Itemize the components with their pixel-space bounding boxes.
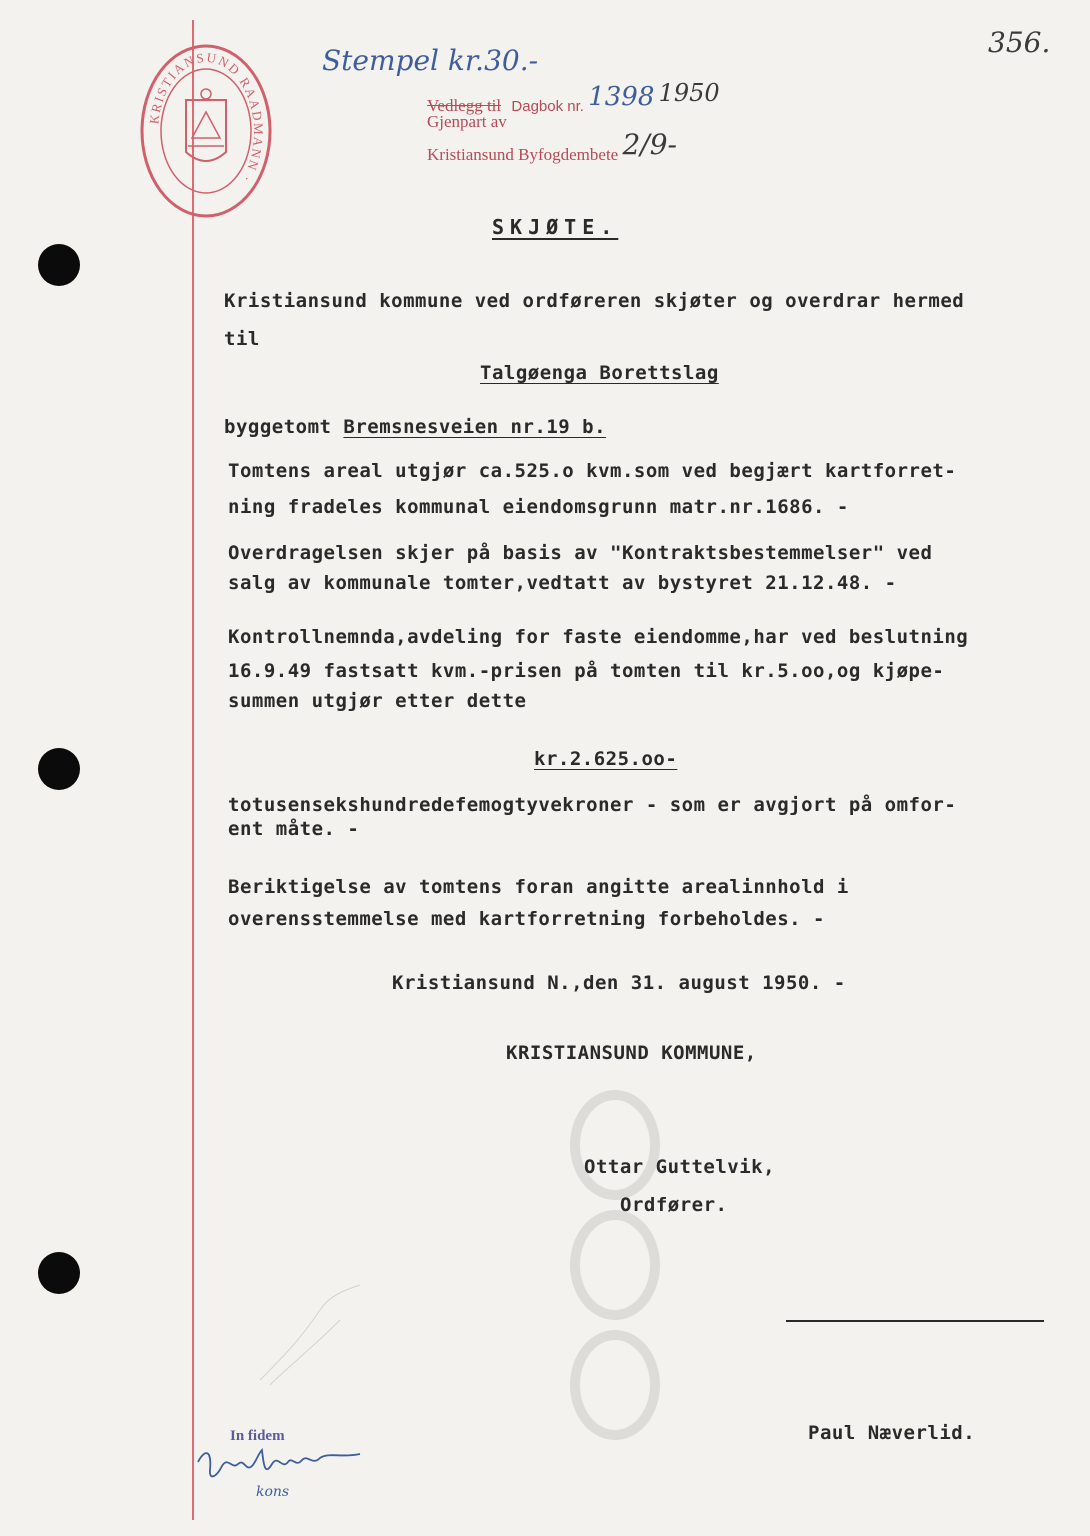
journal-year: 1950 [658,79,720,107]
signature-line [786,1320,1044,1322]
in-fidem-stamp: In fidem [230,1428,285,1444]
price-line-3: summen utgjør etter dette [228,690,527,712]
stamp-date: 2/9- [622,128,677,161]
transfer-line-1: Overdragelsen skjer på basis av "Kontraktsbestemmelser" ved [228,542,933,564]
punch-hole-icon [38,244,80,286]
intro-line-1: Kristiansund kommune ved ordføreren skjøter og overdrar hermed [224,290,965,312]
property-prefix: byggetomt [224,416,332,438]
transfer-line-2: salg av kommunale tomter,vedtatt av bystyret 21.12.48. - [228,572,897,594]
intro-line-2: til [224,328,260,350]
signature-initials: kons [256,1484,290,1500]
stamp-attachment-label: Vedlegg til [427,96,502,115]
stamp-copy-label: Gjenpart av [427,112,507,131]
signer-title: Ordfører. [620,1194,728,1216]
punch-hole-icon [38,1252,80,1294]
journal-number: 1398 [588,82,655,112]
municipality-name: KRISTIANSUND KOMMUNE, [506,1042,757,1064]
area-line-2: ning fradeles kommunal eiendomsgrunn matr.nr.1686. - [228,496,849,518]
punch-hole-icon [38,748,80,790]
signer-name: Ottar Guttelvik, [584,1156,776,1178]
second-signer-name: Paul Næverlid. [808,1422,976,1444]
stamp-journal-label: Dagbok nr. [511,98,584,115]
correction-line-1: Beriktigelse av tomtens foran angitte arealinnhold i [228,876,849,898]
svg-text:KRISTIANSUND RAADMANN ·: KRISTIANSUND RAADMANN · [146,49,267,187]
amount-words-line-1: totusensekshundredefemogtyvekroner - som er avgjort på omfor- [228,794,957,816]
handwritten-signature-icon [192,1440,367,1490]
pencil-mark-icon [250,1280,370,1390]
price-line-2: 16.9.49 fastsatt kvm.-prisen på tomten til kr.5.oo,og kjøpe- [228,660,945,682]
amount-words-line-2: ent måte. - [228,818,360,840]
place-and-date: Kristiansund N.,den 31. august 1950. - [392,972,846,994]
grantee-name: Talgøenga Borettslag [480,362,719,384]
municipal-seal-icon [138,42,274,220]
stamp-office-label: Kristiansund Byfogdembete [427,145,619,164]
margin-rule [192,20,194,1520]
price-line-1: Kontrollnemnda,avdeling for faste eiendomme,har ved beslutning [228,626,969,648]
area-line-1: Tomtens areal utgjør ca.525.o kvm.som ved begjært kartforret- [228,460,957,482]
purchase-amount: kr.2.625.oo- [534,748,678,770]
page-number: 356. [988,26,1051,59]
watermark-icon [560,1085,680,1495]
document-title: SKJØTE. [492,215,619,239]
correction-line-2: overensstemmelse med kartforretning forbeholdes. - [228,908,825,930]
property-address: Bremsnesveien nr.19 b. [343,416,607,438]
fee-note: Stempel kr.30.- [322,44,539,77]
